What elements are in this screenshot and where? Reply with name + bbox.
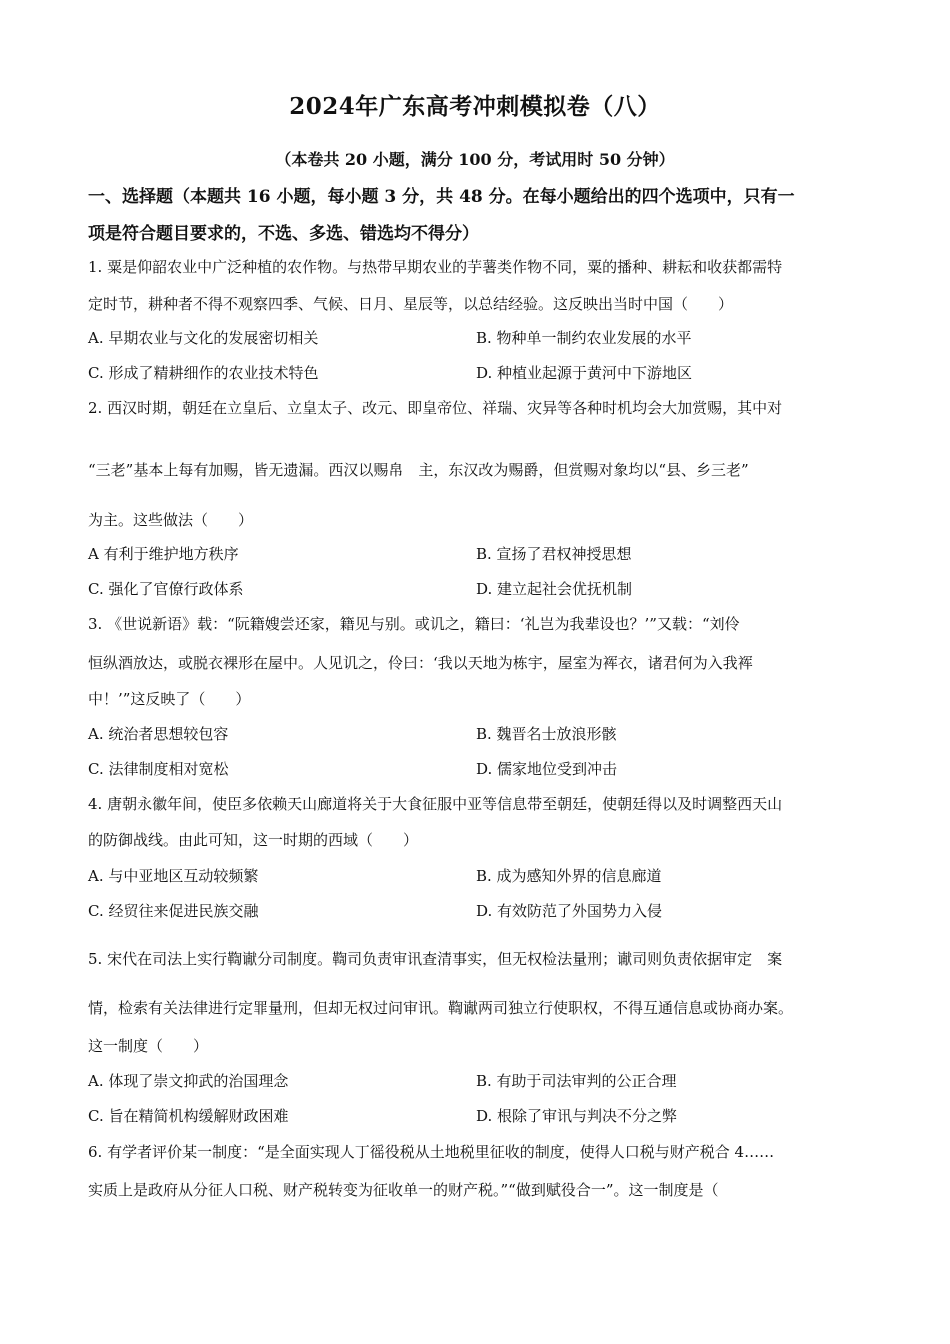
question-1-option-a: A. 早期农业与文化的发展密切相关 [88,329,319,347]
question-3-line-1: 3. 《世说新语》载：“阮籍嫂尝还家，籍见与别。或讥之，籍曰：‘礼岂为我辈设也？’”又载：“刘伶 [88,615,740,633]
question-1-option-d: D. 种植业起源于黄河中下游地区 [476,364,693,382]
question-4-option-d: D. 有效防范了外国势力入侵 [476,902,663,920]
question-4-line-2: 的防御战线。由此可知，这一时期的西域（ ） [88,831,419,849]
question-4-line-1: 4. 唐朝永徽年间，使臣多依赖天山廊道将关于大食征服中亚等信息带至朝廷，使朝廷得以及时调整西天山 [88,795,783,813]
question-6-line-1: 6. 有学者评价某一制度：“是全面实现人丁徭役税从土地税里征收的制度，使得人口税与财产税合 4…… [88,1143,775,1161]
question-2-option-c: C. 强化了官僚行政体系 [88,580,244,598]
question-5-option-a: A. 体现了崇文抑武的治国理念 [88,1072,289,1090]
question-1-option-b: B. 物种单一制约农业发展的水平 [476,329,692,347]
question-4-option-c: C. 经贸往来促进民族交融 [88,902,259,920]
question-4-option-a: A. 与中亚地区互动较频繁 [88,867,259,885]
question-2-line-2: “三老”基本上每有加赐，皆无遗漏。西汉以赐帛 主，东汉改为赐爵，但赏赐对象均以“县、乡三老” [88,461,749,479]
question-1-option-c: C. 形成了精耕细作的农业技术特色 [88,364,319,382]
question-6-line-2: 实质上是政府从分征人口税、财产税转变为征收单一的财产税。”“做到赋役合一”。这一制度是（ [88,1181,719,1199]
question-4-option-b: B. 成为感知外界的信息廊道 [476,867,662,885]
exam-title: 2024年广东高考冲刺模拟卷（八） [289,93,661,120]
question-5-line-1: 5. 宋代在司法上实行鞫谳分司制度。鞫司负责审讯查清事实，但无权检法量刑；谳司则负责依据审定 案 [88,950,783,968]
question-5-line-3: 这一制度（ ） [88,1037,209,1055]
question-2-line-1: 2. 西汉时期，朝廷在立皇后、立皇太子、改元、即皇帝位、祥瑞、灾异等各种时机均会大加赏赐，其中对 [88,399,783,417]
question-2-option-d: D. 建立起社会优抚机制 [476,580,633,598]
question-3-option-b: B. 魏晋名士放浪形骸 [476,725,617,743]
question-3-line-2: 恒纵酒放达，或脱衣裸形在屋中。人见讥之，伶曰：‘我以天地为栋宇，屋室为裈衣，诸君何为入我裈 [88,654,753,672]
question-1-line-1: 1. 粟是仰韶农业中广泛种植的农作物。与热带早期农业的芋薯类作物不同，粟的播种、耕耘和收获都需特 [88,258,783,276]
question-3-option-a: A. 统治者思想较包容 [88,725,229,743]
question-5-option-b: B. 有助于司法审判的公正合理 [476,1072,677,1090]
question-2-line-3: 为主。这些做法（ ） [88,511,254,529]
question-5-option-c: C. 旨在精简机构缓解财政困难 [88,1107,289,1125]
question-5-option-d: D. 根除了审讯与判决不分之弊 [476,1107,678,1125]
question-3-option-c: C. 法律制度相对宽松 [88,760,229,778]
question-3-line-3: 中！’”这反映了（ ） [88,690,251,708]
question-5-line-2: 情，检索有关法律进行定罪量刑，但却无权过问审讯。鞫谳两司独立行使职权，不得互通信息或协商办案。 [88,999,794,1017]
question-1-line-2: 定时节，耕种者不得不观察四季、气候、日月、星辰等，以总结经验。这反映出当时中国（ ） [88,295,734,313]
exam-subtitle: （本卷共 20 小题，满分 100 分，考试用时 50 分钟） [275,150,675,169]
section-heading-line-1: 一、选择题（本题共 16 小题，每小题 3 分，共 48 分。在每小题给出的四个选项中，只有一 [88,187,795,207]
question-2-option-b: B. 宣扬了君权神授思想 [476,545,632,563]
question-3-option-d: D. 儒家地位受到冲击 [476,760,618,778]
section-heading-line-2: 项是符合题目要求的，不选、多选、错选均不得分） [88,224,479,244]
question-2-option-a: A 有利于维护地方秩序 [88,545,239,563]
